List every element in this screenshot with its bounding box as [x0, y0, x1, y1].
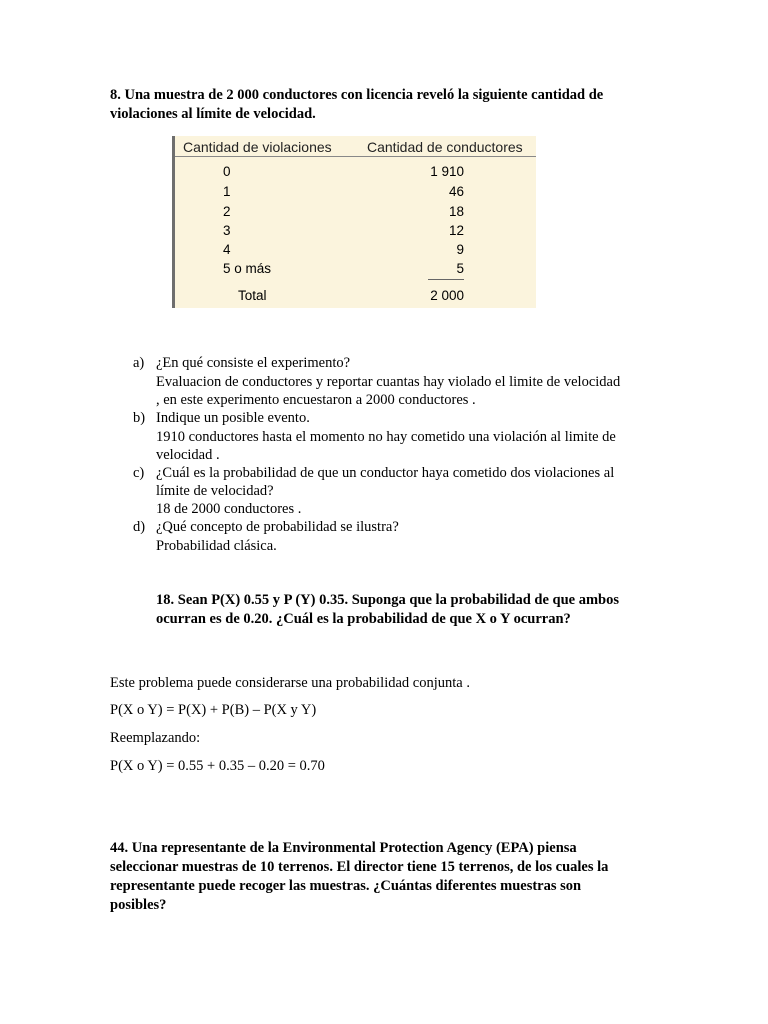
- question-18: [156, 591, 676, 629]
- answer-c-question-line1: ¿Cuál es la probabilidad de que un conductor haya cometido dos violaciones al: [156, 465, 615, 481]
- question-44: [110, 839, 670, 915]
- question-44-line1: 44. Una representante de la Environmental Protection Agency (EPA) piensa: [110, 840, 577, 856]
- answer-b-text-line1: 1910 conductores hasta el momento no hay cometido una violación al limite de: [156, 429, 616, 445]
- table-cell-drivers: 12: [448, 223, 464, 238]
- table-cell-drivers: 5: [456, 261, 464, 276]
- answer-a-text-line2: , en este experimento encuestaron a 2000 conductores .: [156, 392, 476, 408]
- table-cell-violations: 0: [223, 164, 231, 179]
- answer-c-label: c): [133, 465, 145, 481]
- table-cell-drivers: 46: [448, 184, 464, 199]
- answer-a-label: a): [133, 355, 145, 371]
- question-8: [110, 86, 670, 124]
- answer-a-question: ¿En qué consiste el experimento?: [156, 355, 351, 371]
- table-cell-drivers: 18: [448, 204, 464, 219]
- table-cell-drivers: 9: [456, 242, 464, 257]
- table-cell-violations: 4: [223, 242, 231, 257]
- solution-intro: Este problema puede considerarse una probabilidad conjunta .: [110, 675, 470, 691]
- table-header-drivers: Cantidad de conductores: [367, 139, 523, 155]
- table-cell-violations: 5 o más: [223, 261, 272, 276]
- table-cell-violations: 1: [223, 184, 231, 199]
- answer-d-question: ¿Qué concepto de probabilidad se ilustra?: [156, 519, 399, 535]
- question-8-line1: 8. Una muestra de 2 000 conductores con licencia reveló la siguiente cantidad de: [110, 87, 604, 103]
- solution-formula: P(X o Y) = P(X) + P(B) – P(X y Y): [110, 702, 317, 718]
- answer-a-text-line1: Evaluacion de conductores y reportar cuantas hay violado el limite de velocidad: [156, 374, 621, 390]
- question-8-line2: violaciones al límite de velocidad.: [110, 106, 316, 122]
- table-header-violations: Cantidad de violaciones: [183, 139, 332, 155]
- answer-d-label: d): [133, 519, 146, 535]
- question-18-line2: ocurran es de 0.20. ¿Cuál es la probabilidad de que X o Y ocurran?: [156, 611, 571, 627]
- answer-c-question-line2: límite de velocidad?: [156, 483, 274, 499]
- answer-c-text: 18 de 2000 conductores .: [156, 501, 302, 517]
- table-total-value: 2 000: [430, 288, 464, 303]
- solution-result: P(X o Y) = 0.55 + 0.35 – 0.20 = 0.70: [110, 758, 325, 774]
- table-total-rule: [428, 279, 464, 280]
- table-cell-violations: 2: [223, 204, 231, 219]
- table-header-rule: [175, 156, 536, 157]
- question-18-line1: 18. Sean P(X) 0.55 y P (Y) 0.35. Suponga que la probabilidad de que ambos: [156, 592, 620, 608]
- table-total-label: Total: [238, 288, 267, 303]
- solution-replace-label: Reemplazando:: [110, 730, 201, 746]
- question-44-line3: representante puede recoger las muestras. ¿Cuántas diferentes muestras son: [110, 878, 582, 894]
- answer-b-label: b): [133, 410, 146, 426]
- answer-b-question: Indique un posible evento.: [156, 410, 310, 426]
- violations-table: [172, 136, 536, 308]
- question-44-line4: posibles?: [110, 897, 167, 913]
- table-cell-violations: 3: [223, 223, 231, 238]
- answer-d-text: Probabilidad clásica.: [156, 538, 277, 554]
- table-cell-drivers: 1 910: [430, 164, 464, 179]
- question-44-line2: seleccionar muestras de 10 terrenos. El director tiene 15 terrenos, de los cuales la: [110, 859, 609, 875]
- answer-b-text-line2: velocidad .: [156, 447, 220, 463]
